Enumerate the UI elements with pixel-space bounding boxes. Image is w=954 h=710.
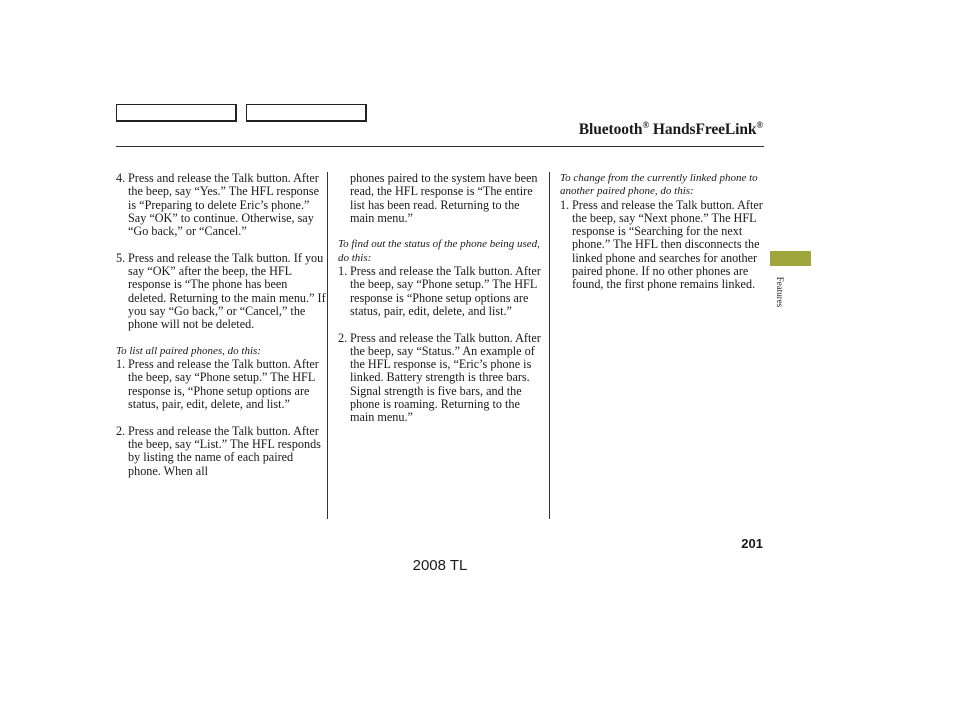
column-1	[116, 172, 328, 478]
section-tab-label: Features	[775, 276, 785, 308]
nav-button-next[interactable]	[246, 104, 367, 122]
step-item	[116, 425, 328, 478]
column-divider-2	[549, 172, 550, 519]
step-item	[116, 358, 328, 411]
step-number: 1.	[116, 357, 126, 372]
step-number: 2.	[116, 423, 126, 438]
step-text: Press and release the Talk button. After the beep, say “Yes.” The HFL response is “Preparing to delete Eric’s phone.” Say “OK” to continue. Otherwise, say “Go back,” or “Cancel.”	[128, 171, 320, 239]
step-text: Press and release the Talk button. After the beep, say “List.” The HFL responds by listing the name of each paired phone. When all	[128, 423, 321, 478]
section-tab[interactable]	[770, 251, 811, 266]
page-number: 201	[741, 536, 763, 551]
section-intro: To find out the status of the phone being used, do this:	[338, 238, 540, 264]
column-3	[560, 172, 765, 292]
step-text: Press and release the Talk button. After the beep, say “Next phone.” The HFL response is “Searching for the next phone.” The HFL then disconnects the linked phone and searches for another paired phone. If no other phones are found, the first phone remains linked.	[572, 197, 763, 292]
step-item	[116, 252, 328, 332]
step-text: Press and release the Talk button. After the beep, say “Status.” An example of the HFL response is, “Eric’s phone is linked. Battery strength is three bars. Signal strength is five bars, and the phone is roaming. Returning to the main menu.”	[350, 330, 541, 425]
step-item	[116, 172, 328, 238]
step-number: 4.	[116, 171, 126, 185]
column-2	[338, 172, 546, 425]
nav-button-previous[interactable]	[116, 104, 237, 122]
step-number: 5.	[116, 250, 126, 265]
registered-mark-1: ®	[642, 120, 650, 130]
step-text: Press and release the Talk button. After the beep, say “Phone setup.” The HFL response is, “Phone setup options are status, pair, edit, delete, and list.”	[128, 357, 319, 412]
title-rest: HandsFreeLink	[649, 121, 757, 138]
step-item	[338, 332, 546, 425]
section-intro: To list all paired phones, do this:	[116, 344, 261, 357]
step-text: Press and release the Talk button. After the beep, say “Phone setup.” The HFL response is “Phone setup options are status, pair, edit, delete, and list.”	[350, 264, 541, 318]
model-label: 2008 TL	[412, 557, 468, 574]
page-title	[400, 120, 763, 139]
step-text: Press and release the Talk button. If you say “OK” after the beep, the HFL response is “The phone has been deleted. Returning to the main menu.” If you say “Go back,” or “Cancel,” the phone will not be deleted.	[128, 250, 326, 332]
step-number: 1.	[338, 264, 348, 279]
section-intro: To change from the currently linked phone to another paired phone, do this:	[560, 172, 758, 198]
step-item	[338, 265, 546, 318]
title-divider	[116, 146, 764, 147]
registered-mark-2: ®	[756, 120, 763, 130]
step-number: 2.	[338, 330, 348, 345]
step-item	[560, 199, 765, 292]
title-main: Bluetooth	[578, 121, 643, 138]
step-number: 1.	[560, 197, 570, 212]
step-continuation: phones paired to the system have been read, the HFL response is “The entire list has been read. Returning to the main menu.”	[350, 171, 538, 225]
